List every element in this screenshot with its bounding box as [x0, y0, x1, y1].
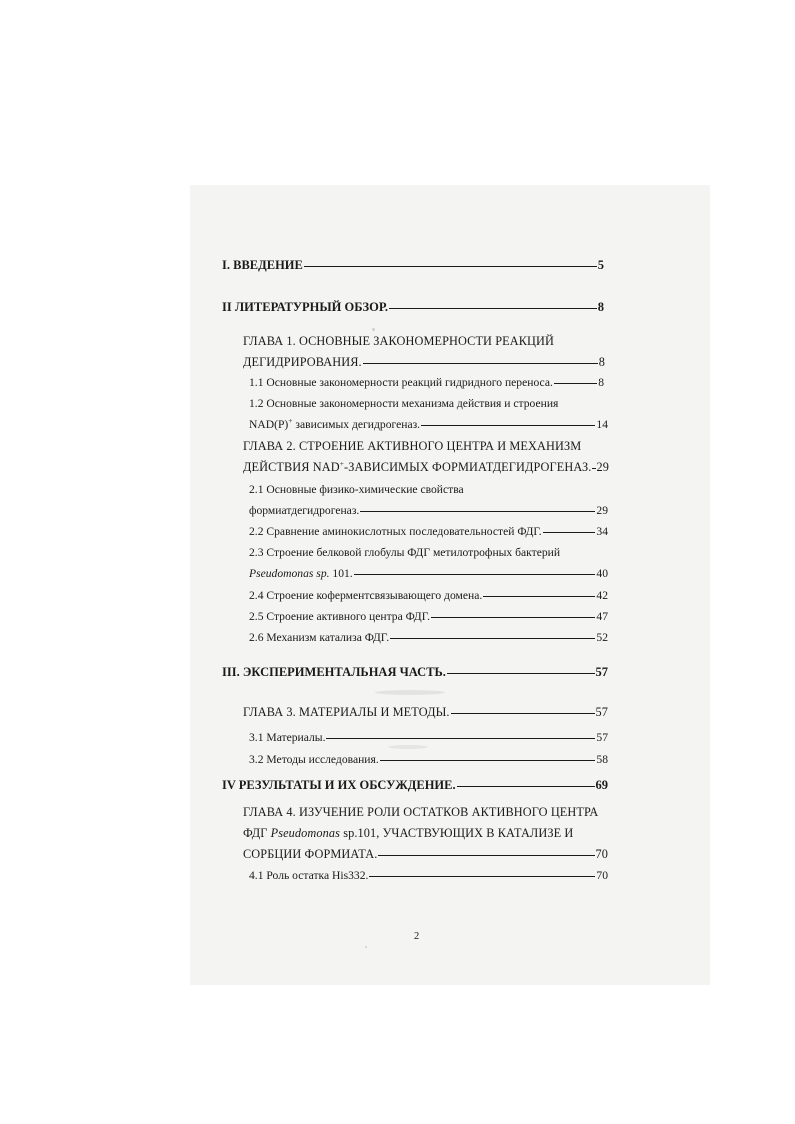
toc-page-number: 42 — [596, 589, 608, 602]
toc-entry-ch4-line3[interactable] — [243, 846, 608, 862]
toc-page-number: 14 — [596, 418, 608, 431]
toc-entry-title: IV РЕЗУЛЬТАТЫ И ИХ ОБСУЖДЕНИЕ. — [222, 778, 456, 792]
toc-page-number: 57 — [595, 705, 608, 719]
toc-entry-s1-1[interactable] — [249, 375, 604, 391]
toc-entry-ch1-line2[interactable] — [243, 354, 605, 370]
toc-leader-line — [378, 855, 594, 856]
toc-entry-s3-2[interactable] — [249, 752, 608, 768]
toc-page-number: 57 — [596, 731, 608, 744]
toc-entry-title: 2.3 Строение белковой глобулы ФДГ метилотрофных бактерий — [249, 546, 561, 559]
toc-page-number: 70 — [595, 847, 608, 861]
toc-page-number: 29 — [596, 460, 609, 474]
toc-entry-title: NAD(P)+ зависимых дегидрогеназ. — [249, 416, 421, 431]
toc-entry-title: формиатдегидрогеназ. — [249, 504, 360, 517]
toc-entry-title: 1.2 Основные закономерности механизма действия и строения — [249, 397, 559, 410]
toc-page-number: 8 — [598, 376, 604, 389]
toc-leader-line — [543, 532, 596, 533]
toc-leader-line — [369, 876, 595, 877]
toc-leader-line — [389, 308, 597, 309]
toc-entry-title: ГЛАВА 4. ИЗУЧЕНИЕ РОЛИ ОСТАТКОВ АКТИВНОГО ЦЕНТРА — [243, 805, 599, 819]
toc-leader-line — [451, 713, 595, 714]
toc-page-number: 69 — [595, 778, 608, 792]
toc-entry-s2-3-line1[interactable] — [249, 545, 608, 561]
toc-entry-ch2-line2[interactable] — [243, 459, 609, 475]
toc-entry-s2-6[interactable] — [249, 630, 608, 646]
toc-entry-title: ГЛАВА 2. СТРОЕНИЕ АКТИВНОГО ЦЕНТРА И МЕХАНИЗМ — [243, 439, 582, 453]
toc-entry-s1-2-line2[interactable] — [249, 417, 608, 433]
toc-leader-line — [483, 596, 595, 597]
toc-page-number: 29 — [596, 504, 608, 517]
toc-entry-ch1-line1[interactable] — [243, 333, 605, 349]
toc-entry-title: ГЛАВА 3. МАТЕРИАЛЫ И МЕТОДЫ. — [243, 705, 450, 719]
toc-page-number: 47 — [596, 610, 608, 623]
toc-leader-line — [304, 266, 597, 267]
toc-entry-title: 3.2 Методы исследования. — [249, 753, 379, 766]
toc-entry-s2-4[interactable] — [249, 588, 608, 604]
toc-entry-s4-1[interactable] — [249, 868, 608, 884]
toc-entry-ch4-line2[interactable] — [243, 825, 608, 841]
toc-entry-title: 2.4 Строение коферментсвязывающего домена. — [249, 589, 483, 602]
toc-entry-title: 3.1 Материалы. — [249, 731, 326, 744]
toc-entry-s3-1[interactable] — [249, 730, 608, 746]
toc-leader-line — [326, 738, 595, 739]
toc-entry-results[interactable] — [222, 777, 608, 793]
toc-entry-s2-5[interactable] — [249, 609, 608, 625]
toc-entry-title: ДЕЙСТВИЯ NAD+-ЗАВИСИМЫХ ФОРМИАТДЕГИДРОГЕНАЗ. — [243, 458, 592, 474]
toc-entry-title: I. ВВЕДЕНИЕ — [222, 258, 303, 272]
toc-entry-intro[interactable] — [222, 257, 604, 273]
toc-page-number: 34 — [596, 525, 608, 538]
toc-entry-title: Pseudomonas sp. 101. — [249, 567, 353, 580]
toc-entry-title: 2.2 Сравнение аминокислотных последовательностей ФДГ. — [249, 525, 542, 538]
toc-page-number: 8 — [597, 300, 604, 314]
toc-entry-ch4-line1[interactable] — [243, 804, 608, 820]
page-number: 2 — [414, 931, 420, 942]
toc-page-number: 52 — [596, 631, 608, 644]
toc-entry-s2-1-line1[interactable] — [249, 482, 604, 498]
toc-entry-title: 4.1 Роль остатка His332. — [249, 869, 369, 882]
toc-entry-s1-2-line1[interactable] — [249, 396, 604, 412]
toc-entry-ch3[interactable] — [243, 704, 608, 720]
toc-leader-line — [380, 760, 596, 761]
toc-entry-ch2-line1[interactable] — [243, 438, 605, 454]
toc-entry-title: III. ЭКСПЕРИМЕНТАЛЬНАЯ ЧАСТЬ. — [222, 665, 446, 679]
toc-entry-title: ДЕГИДРИРОВАНИЯ. — [243, 355, 362, 369]
toc-page-number: 8 — [598, 355, 605, 369]
toc-page-number: 57 — [595, 665, 608, 679]
toc-entry-s2-3-line2[interactable] — [249, 566, 608, 582]
toc-leader-line — [554, 383, 597, 384]
toc-page-number: 70 — [596, 869, 608, 882]
toc-leader-line — [431, 617, 595, 618]
toc-leader-line — [360, 511, 595, 512]
toc-entry-title: II ЛИТЕРАТУРНЫЙ ОБЗОР. — [222, 300, 389, 314]
toc-leader-line — [421, 425, 595, 426]
toc-entry-review[interactable] — [222, 299, 604, 315]
toc-leader-line — [447, 673, 595, 674]
toc-entry-title: 2.6 Механизм катализа ФДГ. — [249, 631, 390, 644]
toc-page-number: 5 — [597, 258, 604, 272]
toc-page-number: 58 — [596, 753, 608, 766]
toc-entry-title: 1.1 Основные закономерности реакций гидридного переноса. — [249, 376, 553, 389]
toc-entry-s2-2[interactable] — [249, 524, 608, 540]
toc-leader-line — [592, 468, 595, 469]
toc-entry-title: СОРБЦИИ ФОРМИАТА. — [243, 847, 378, 861]
toc-leader-line — [363, 363, 598, 364]
toc-leader-line — [457, 786, 595, 787]
toc-entry-s2-1-line2[interactable] — [249, 503, 608, 519]
toc-entry-title: ГЛАВА 1. ОСНОВНЫЕ ЗАКОНОМЕРНОСТИ РЕАКЦИЙ — [243, 334, 554, 348]
toc-page-number: 40 — [596, 567, 608, 580]
toc-leader-line — [354, 574, 596, 575]
toc-entry-title: 2.1 Основные физико-химические свойства — [249, 483, 464, 496]
toc-entry-title: 2.5 Строение активного центра ФДГ. — [249, 610, 430, 623]
toc-entry-experimental[interactable] — [222, 664, 608, 680]
toc-entry-title: ФДГ Pseudomonas sp.101, УЧАСТВУЮЩИХ В КАТАЛИЗЕ И — [243, 826, 574, 840]
toc-leader-line — [390, 638, 595, 639]
